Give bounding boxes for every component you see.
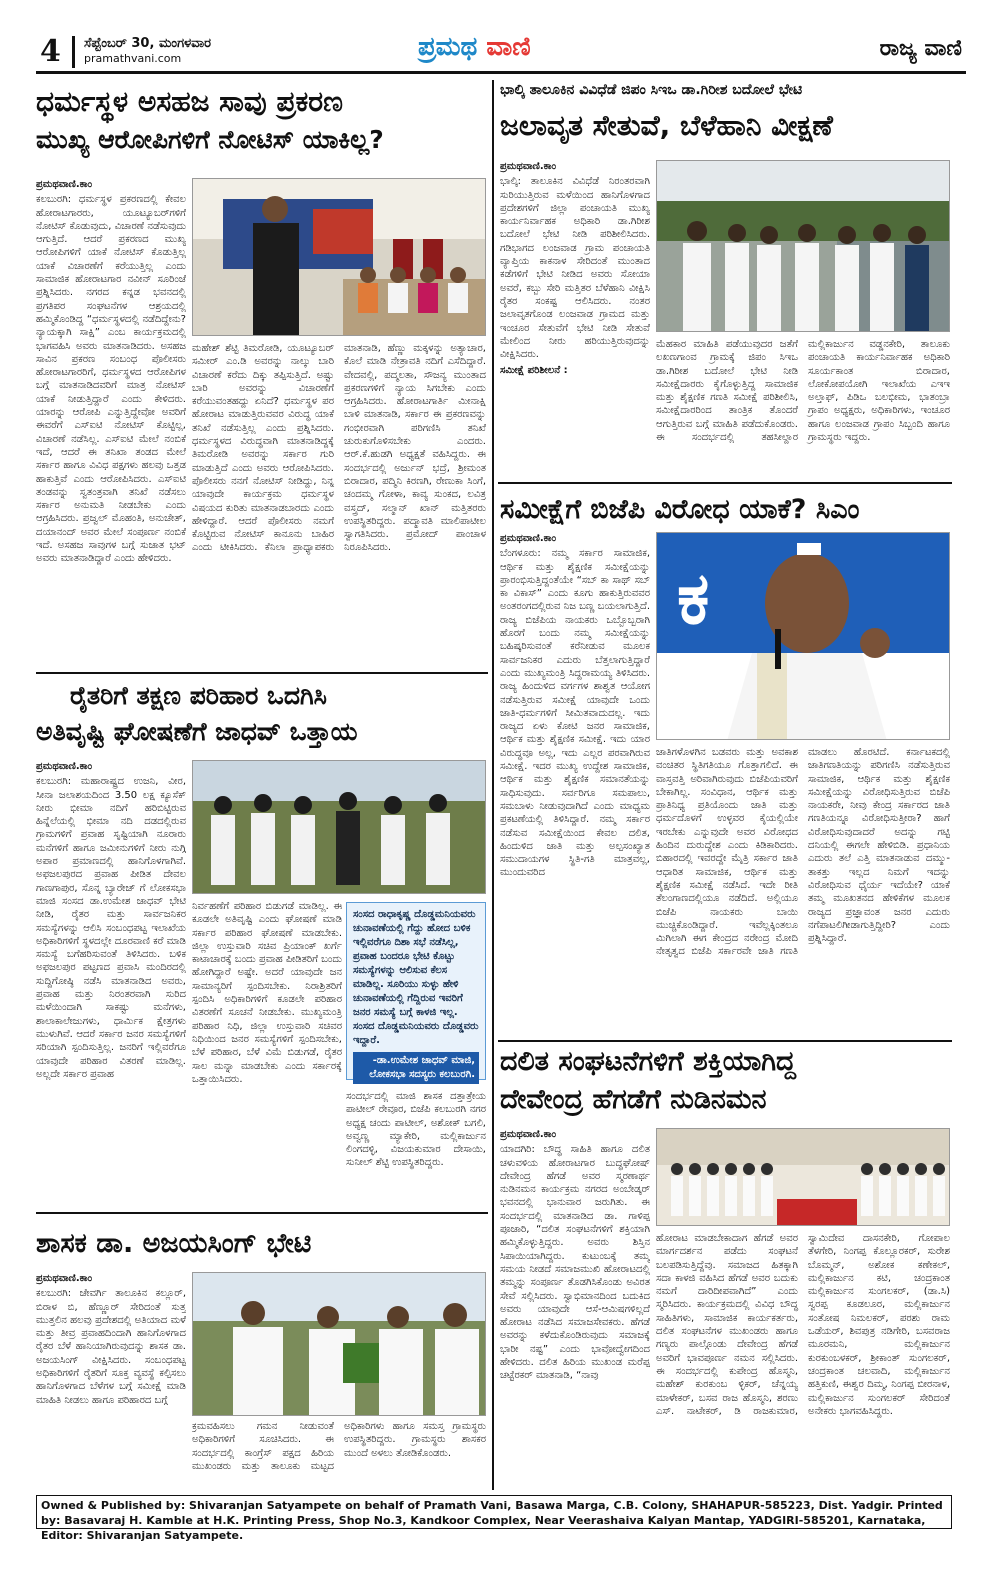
survey-body-1: [500, 532, 650, 1032]
farmers-headline-1: ರೈತರಿಗೆ ತಕ್ಷಣ ಪರಿಹಾರ ಒದಗಿಸಿ: [70, 681, 327, 710]
chief-minister-speaking-image: [657, 533, 950, 740]
svg-text:ಕ: ಕ: [677, 556, 710, 640]
dateline: ಪ್ರಮಥವಾಣಿ.ಕಾಂ: [36, 179, 93, 190]
crop-damage-image: [193, 1273, 486, 1416]
flooded-bridge-image: [657, 161, 950, 332]
dharmasthala-headline-2: ಮುಖ್ಯ ಆರೋಪಿಗಳಿಗೆ ನೋಟಿಸ್ ಯಾಕಿಲ್ಲ?: [36, 125, 384, 154]
ajay-body-1: [36, 1272, 186, 1488]
dharmasthala-body-2: ಮಹೇಶ್ ಶೆಟ್ಟಿ ತಿಮರೋಡಿ, ಯೂಟ್ಯೂಬರ್ ಸಮೀರ್ ಎಂ.ಡಿ ಅವರನ್ನು ನಾಲ್ಕು ಬಾರಿ ವಿಚಾರಣೆ ಕರೆದು ದಿಕ್ಕು ತಪ್ಪಿಸುತ್ತಿದೆ. ಅಷ್ಟು ಬಾರಿ ಅವರನ್ನು ವಿಚಾರಣೆಗೆ ಕರೆಯುವಂತಹದ್ದು ಏನಿದೆ? ಧರ್ಮಸ್ಥಳ ಪರ ಹೋರಾಟ ಮಾಡುತ್ತಿರುವವರ ವಿರುದ್ಧ ಯಾಕೆ ತನಿಖೆ ನಡೆಸುತ್ತಿಲ್ಲ ಎಂದು ಪ್ರಶ್ನಿಸಿದರು. ಧರ್ಮಸ್ಥಳದ ವಿರುದ್ಧವಾಗಿ ಮಾತನಾಡಿದ್ದಕ್ಕೆ ತಿಮರೋಡಿ ಅವರನ್ನು ಸರ್ಕಾರ ಗುರಿ ಮಾಡುತ್ತಿದೆ ಎಂದು ಅವರು ಆರೋಪಿಸಿದರು. ಪೊಲೀಸರು ನನಗೆ ನೋಟಿಸ್ ನೀಡಿದ್ದು, ನಿನ್ನ ಯಾವುದೇ ಕಾರ್ಯಕ್ರಮ ಧರ್ಮಸ್ಥಳ ವಿಷಯದ ಕುರಿತು ಮಾತನಾಡಬಾರದು ಎಂದು ಹೇಳಿದ್ದಾರೆ. ಆದರೆ ಪೊಲೀಸರು ನಮಗೆ ಕೊಟ್ಟಿರುವ ನೋಟಿಸ್ ಕಾನೂನು ಬಾಹಿರ ಎಂದು ಟೀಕಿಸಿದರು. ಕೆನಿಲಾ ಪ್ರಾಧ್ಯಾಪಕರು ಮಾತನಾಡಿ, ಹೆಣ್ಣು ಮಕ್ಕಳನ್ನು ಅತ್ಯಾಚಾರ, ಕೊಲೆ ಮಾಡಿ ನೇತ್ರಾವತಿ ನದಿಗೆ ಎಸೆದಿದ್ದಾರೆ. ವೇದವಲ್ಲಿ, ಪದ್ಮಲತಾ, ಸೌಜನ್ಯ ಮುಂತಾದ ಪ್ರಕರಣಗಳಿಗೆ ನ್ಯಾಯ ಸಿಗಬೇಕು ಎಂದು ಆಗ್ರಹಿಸಿದರು. ಹೋರಾಟಗಾರ್ತಿ ಮೀನಾಕ್ಷಿ ಬಾಳಿ ಮಾತನಾಡಿ, ಸರ್ಕಾರ ಈ ಪ್ರಕರಣವನ್ನು ಗಂಭೀರವಾಗಿ ಪರಿಗಣಿಸಿ ತನಿಖೆ ಚುರುಕುಗೊಳಿಸಬೇಕು ಎಂದರು. ಆರ್.ಕೆ.ಹುಡಗಿ ಅಧ್ಯಕ್ಷತೆ ವಹಿಸಿದ್ದರು. ಈ ಸಂದರ್ಭದಲ್ಲಿ ಅರ್ಜುನ್ ಭದ್ರೆ, ಶ್ರೀಮಂತ ಬಿರಾದಾರ, ಪದ್ಮಿನಿ ಕಿರಣಗಿ, ರೇಣುಕಾ ಸಿಂಗೆ, ಚಂದಮ್ಮ ಗೋಳಾ, ಕಾವ್ಯ ಸುಂಕದ, ಲವಿತ್ರ ವಸ್ತ್ರದ್, ಸಲ್ಮಾನ್ ಖಾನ್ ಮತ್ತಿತರರು ಉಪಸ್ಥಿತರಿದ್ದರು. ಪದ್ಮಾವತಿ ಮಾಲಿಪಾಟೀಲ ಸ್ವಾಗತಿಸಿದರು. ಪ್ರಮೋದ್ ಪಾಂಚಾಳ ನಿರೂಪಿಸಿದರು.: [192, 343, 486, 554]
field-inspection-image: [193, 761, 486, 894]
dateline: ಪ್ರಮಥವಾಣಿ.ಕಾಂ: [500, 161, 557, 172]
bridge-body-1: [500, 160, 650, 470]
farmers-headline-2: ಅತಿವೃಷ್ಟಿ ಘೋಷಣೆಗೆ ಜಾಧವ್ ಒತ್ತಾಯ: [36, 717, 358, 746]
bridge-photo: [656, 160, 950, 332]
website-link[interactable]: pramathvani.com: [84, 52, 182, 65]
dateline: ಪ್ರಮಥವಾಣಿ.ಕಾಂ: [36, 1273, 93, 1284]
bridge-headline: ಜಲಾವೃತ ಸೇತುವೆ, ಬೆಳೆಹಾನಿ ವೀಕ್ಷಣೆ: [500, 109, 833, 142]
section-title: ರಾಜ್ಯ ವಾಣಿ: [879, 36, 962, 61]
dateline: ಪ್ರಮಥವಾಣಿ.ಕಾಂ: [500, 1129, 557, 1140]
heggade-headline-1: ದಲಿತ ಸಂಘಟನೆಗಳಿಗೆ ಶಕ್ತಿಯಾಗಿದ್ದ: [500, 1046, 796, 1077]
quote-attribution: -ಡಾ.ಉಮೇಶ ಜಾಧವ್ ಮಾಜಿ, ಲೋಕಸಭಾ ಸದಸ್ಯರು ಕಲಬುರಗಿ.: [353, 1052, 479, 1084]
article-text: ಕಲಬುರಗಿ: ಧರ್ಮಸ್ಥಳ ಪ್ರಕರಣದಲ್ಲಿ ಕೇವಲ ಹೋರಾಟಗಾರರು, ಯೂಟ್ಯೂಬರ್‌ಗಳಿಗೆ ನೋಟಿಸ್ ಕೊಡುವುದು, ವಿಚಾರಣೆ ನಡೆಸುವುದು ಆಗುತ್ತಿದೆ. ಆದರೆ ಪ್ರಕರಣದ ಮುಖ್ಯ ಆರೋಪಿಗಳಿಗೆ ಯಾಕೆ ನೋಟಿಸ್ ಕೊಡುತ್ತಿಲ್ಲ ಯಾಕೆ ವಿಚಾರಣೆಗೆ ಕರೆಯುತ್ತಿಲ್ಲ ಎಂದು ಸಾಮಾಜಿಕ ಹೋರಾಟಗಾರ ನವೀನ್ ಸೂರಿಂಜೆ ಪ್ರಶ್ನಿಸಿದರು. ನಗರದ ಕನ್ನಡ ಭವನದಲ್ಲಿ ಪ್ರಗತಿಪರ ಸಂಘಟನೆಗಳ ಆಶ್ರಯದಲ್ಲಿ ಹಮ್ಮಿಕೊಂಡಿದ್ದ “ಧರ್ಮಸ್ಥಳದಲ್ಲಿ ನಡೆದಿದ್ದೇನು? ನ್ಯಾಯಕ್ಕಾಗಿ ಸಾಕ್ಷಿ” ಎಂಬ ಕಾರ್ಯಕ್ರಮದಲ್ಲಿ ಭಾಗವಹಿಸಿ ಅವರು ಮಾತನಾಡಿದರು. ಅಸಹಜ ಸಾವಿನ ಪ್ರಕರಣ ಸಂಬಂಧ ಪೊಲೀಸರು ಹೋರಾಟಗಾರರಿಗೆ, ಧರ್ಮಸ್ಥಳದ ಆರೋಪಿಗಳ ಬಗ್ಗೆ ಮಾತನಾಡಿದವರಿಗೆ ಮಾತ್ರ ನೋಟಿಸ್ ಯಾಕೆ ನೀಡುತ್ತಿದ್ದಾರೆ ಎಂದು ಕೇಳಿದರು. ಯಾರನ್ನು ಆರೋಪಿ ಎನ್ನುತ್ತಿದ್ದೇವೋ ಅವರಿಗೆ ಈವರೆಗೆ ಎಸ್‌ಐಟಿ ನೋಟಿಸ್ ಕೊಟ್ಟಿಲ್ಲ, ವಿಚಾರಣೆ ನಡೆಸಿಲ್ಲ. ಎಸ್‌ಐಟಿ ಮೇಲೆ ನಂಬಿಕೆ ಇದೆ, ಆದರೆ ಈ ತನಿಖಾ ತಂಡದ ಮೇಲೆ ಸರ್ಕಾರ ಹಾಗೂ ವಿವಿಧ ಪಕ್ಷಗಳು ಹಲವು ಒತ್ತಡ ಹಾಕುತ್ತಿವೆ ಎಂದು ಆರೋಪಿಸಿದರು. ಎಸ್‌ಐಟಿ ತಂಡವನ್ನು ಸ್ವತಂತ್ರವಾಗಿ ತನಿಖೆ ನಡೆಸಲು ಸರ್ಕಾರ ಅನುಮತಿ ನೀಡಬೇಕು ಎಂದು ಆಗ್ರಹಿಸಿದರು. ಪ್ರಜ್ವಲ್ ಮೊಹಂತಿ, ಅನುಚೇತ್, ದಯಾನಂದ್ ಅವರ ಮೇಲೆ ಸಂಪೂರ್ಣ ನಂಬಿಕೆ ಇದೆ. ಅಸಹಜ ಸಾವುಗಳ ಬಗ್ಗೆ ಸುಜಾತ ಭಟ್ ಅವರು ಮಾತನಾಡಿದ್ದಾರೆ ಎಂದು ಹೇಳಿದರು.: [36, 194, 186, 565]
survey-headline: ಸಮೀಕ್ಷೆಗೆ ಬಿಜೆಪಿ ವಿರೋಧ ಯಾಕೆ? ಸಿಎಂ: [500, 494, 860, 525]
article-separator: [36, 1212, 488, 1214]
farmers-body-3: ಸಂದರ್ಭದಲ್ಲಿ ಮಾಜಿ ಶಾಸಕ ದತ್ತಾತ್ರೇಯ ಪಾಟೀಲ್ ರೇವೂರ, ಬಿಜೆಪಿ ಕಲಬುರಗಿ ನಗರ ಅಧ್ಯಕ್ಷ ಚಂದು ಪಾಟೀಲ್, ಅಶೋಕ್ ಬಗಲಿ, ಅವ್ವಣ್ಣ ಮ್ಯಾಕೇರಿ, ಮಲ್ಲಿಕಾರ್ಜುನ ಲಿಂಗದಳ್ಳಿ, ವಿಜಯಕುಮಾರ ದೇಸಾಯಿ, ಸುನೀಲ್ ಶೆಟ್ಟಿ ಉಪಸ್ಥಿತರಿದ್ದರು.: [346, 1091, 486, 1169]
masthead-logo: [418, 32, 531, 63]
tribute-gathering-image: [657, 1129, 950, 1226]
column-divider: [492, 80, 494, 1490]
article-text: ಬೆಂಗಳೂರು: ನಮ್ಮ ಸರ್ಕಾರ ಸಾಮಾಜಿಕ, ಆರ್ಥಿಕ ಮತ್ತು ಶೈಕ್ಷಣಿಕ ಸಮೀಕ್ಷೆಯನ್ನು ಪ್ರಾರಂಭಿಸುತ್ತಿದ್ದಂತೆಯೇ “ಸಬ್ ಕಾ ಸಾಥ್ ಸಬ್ ಕಾ ವಿಕಾಸ್” ಎಂದು ಕೂಗು ಹಾಕುತ್ತಿರುವವರ ಅಂತರಂಗದಲ್ಲಿರುವ ನಿಜ ಬಣ್ಣ ಬಯಲಾಗುತ್ತಿದೆ. ರಾಜ್ಯ ಬಿಜೆಪಿಯ ನಾಯಕರು ಒಬ್ಬೊಬ್ಬರಾಗಿ ಹೊರಗೆ ಬಂದು ನಮ್ಮ ಸಮೀಕ್ಷೆಯನ್ನು ಬಹಿಷ್ಕರಿಸುವಂತೆ ಕರೆನೀಡುವ ಮೂಲಕ ಸಾರ್ವಜನಿಕರ ಎದುರು ಬೆತ್ತಲಾಗುತ್ತಿದ್ದಾರೆ ಎಂದು ಮುಖ್ಯಮಂತ್ರಿ ಸಿದ್ದರಾಮಯ್ಯ ತಿಳಿಸಿದರು. ರಾಜ್ಯ ಹಿಂದುಳಿದ ವರ್ಗಗಳ ಶಾಶ್ವತ ಆಯೋಗ ನಡೆಸುತ್ತಿರುವ ಸಮೀಕ್ಷೆ ಯಾವುದೇ ಒಂದು ಜಾತಿ-ಧರ್ಮಗಳಿಗೆ ಸೀಮಿತವಾದುದಲ್ಲ. ಇದು ರಾಜ್ಯದ ಏಳು ಕೋಟಿ ಜನರ ಸಾಮಾಜಿಕ, ಆರ್ಥಿಕ ಮತ್ತು ಶೈಕ್ಷಣಿಕ ಸಮೀಕ್ಷೆ. ಇದು ಯಾರ ವಿರುದ್ಧವೂ ಅಲ್ಲ, ಇದು ಎಲ್ಲರ ಪರವಾಗಿರುವ ಸಮೀಕ್ಷೆ. ಇದರ ಮುಖ್ಯ ಉದ್ದೇಶ ಸಾಮಾಜಿಕ, ಆರ್ಥಿಕ ಮತ್ತು ಶೈಕ್ಷಣಿಕ ಸಮಾನತೆಯನ್ನು ಸಾಧಿಸುವುದು. ಸರ್ವರಿಗೂ ಸಮಪಾಲು, ಸಮಬಾಳು ನೀಡುವುದಾಗಿದೆ ಎಂದು ಮಾಧ್ಯಮ ಪ್ರಕಟಣೆಯಲ್ಲಿ ತಿಳಿಸಿದ್ದಾರೆ. ನಮ್ಮ ಸರ್ಕಾರ ನಡೆಸುವ ಸಮೀಕ್ಷೆಯಿಂದ ಕೇವಲ ದಲಿತ, ಹಿಂದುಳಿದ ಜಾತಿ ಮತ್ತು ಅಲ್ಪಸಂಖ್ಯಾತ ಸಮುದಾಯಗಳ ಸ್ಥಿತಿ-ಗತಿ ಮಾತ್ರವಲ್ಲ, ಮುಂದುವರಿದ: [500, 548, 650, 879]
heggade-headline-2: ದೇವೇಂದ್ರ ಹೆಗಡೆಗೆ ನುಡಿನಮನ: [500, 1084, 767, 1115]
article-text: ಯಾದಗಿರಿ: ಬೌದ್ಧ ಸಾಹಿತಿ ಹಾಗೂ ದಲಿತ ಚಳುವಳಿಯ ಹೋರಾಟಗಾರ ಬುದ್ಧಘೋಷ್ ದೇವೇಂದ್ರ ಹೆಗಡೆ ಅವರ ಸ್ಮರಣಾರ್ಥ ನುಡಿನಮನ ಕಾರ್ಯಕ್ರಮ ನಗರದ ಅಂಬೇಡ್ಕರ್ ಭವನದಲ್ಲಿ ಭಾನುವಾರ ಜರುಗಿತು. ಈ ಸಂದರ್ಭದಲ್ಲಿ ಮಾತನಾಡಿದ ಡಾ. ಗಾಳಿಪ್ಪ ಪೂಜಾರಿ, “ದಲಿತ ಸಂಘಟನೆಗಳಿಗೆ ಶಕ್ತಿಯಾಗಿ ಹಮ್ಮಿಕೊಳ್ಳುತ್ತಿದ್ದರು. ಅವರು ಶಿಸ್ತಿನ ಸಿಪಾಯಿಯಾಗಿದ್ದರು. ಕುಟುಂಬಕ್ಕೆ ತಮ್ಮ ಸಮಯ ನೀಡದೆ ಸಮಾಜಮುಖಿ ಹೋರಾಟದಲ್ಲಿ ತಮ್ಮನ್ನು ಸಂಪೂರ್ಣ ತೊಡಗಿಸಿಕೊಂಡು ಅವಿರತ ಸೇವೆ ಸಲ್ಲಿಸಿದರು. ಸ್ವಾಭಿಮಾನದಿಂದ ಬದುಕಿದ ಅವರು ಯಾವುದೇ ಆಸೆ-ಆಮಿಷಗಳಿಲ್ಲದೆ ಹೋರಾಟ ನಡೆಸಿದ ಸಮಾಜಸೇವಕರು. ಹೆಗಡೆ ಅವರನ್ನು ಕಳೆದುಕೊಂಡಿರುವುದು ಸಮಾಜಕ್ಕೆ ಭಾರೀ ನಷ್ಟ” ಎಂದು ಭಾವೋದ್ವೇಗದಿಂದ ಹೇಳಿದರು. ದಲಿತ ಹಿರಿಯ ಮುಖಂಡ ಮರೆಪ್ಪ ಚಟ್ಟೆರಕರ್ ಮಾತನಾಡಿ, “ನಾವು: [500, 1144, 650, 1382]
heggade-body-1: [500, 1128, 650, 1488]
article-separator: [498, 482, 952, 484]
survey-body-2: ಜಾತಿಗಳೊಳಗಿನ ಬಡವರು ಮತ್ತು ಅವಕಾಶ ವಂಚಿತರ ಸ್ಥಿತಿಗತಿಯೂ ಗೊತ್ತಾಗಲಿದೆ. ಈ ವಾಸ್ತವತ್ತಿ ಅರಿವಾಗಿರುವುದು ಬಿಜೆಪಿಯವರಿಗೆ ಬೇಕಾಗಿಲ್ಲ. ಸಂವಿಧಾನ, ಆರ್ಥಿಕ ಮತ್ತು ಪ್ರಾತಿನಿಧ್ಯ ಪ್ರತಿಯೊಂದು ಜಾತಿ ಮತ್ತು ಧರ್ಮದೊಳಗೆ ಉಳ್ಳವರ ಕೈಯಲ್ಲಿಯೇ ಇರಬೇಕು ಎನ್ನುವುದೇ ಅವರ ವಿರೋಧದ ಹಿಂದಿನ ದುರುದ್ದೇಶ ಎಂದು ಕಿಡಿಕಾರಿದರು. ಬಿಹಾರದಲ್ಲಿ ಇವರದ್ದೇ ಮೈತ್ರಿ ಸರ್ಕಾರ ಜಾತಿ ಆಧಾರಿತ ಸಾಮಾಜಿಕ, ಆರ್ಥಿಕ ಮತ್ತು ಶೈಕ್ಷಣಿಕ ಸಮೀಕ್ಷೆ ನಡೆಸಿದೆ. ಇದೇ ರೀತಿ ತೆಲಂಗಾಣದಲ್ಲಿಯೂ ನಡೆದಿದೆ. ಅಲ್ಲಿಯೂ ಬಿಜೆಪಿ ನಾಯಕರು ಬಾಯಿ ಮುಚ್ಚಿಕೊಂಡಿದ್ದಾರೆ. ಇವೆಲ್ಲಕ್ಕಿಂತಲೂ ಮಿಗಿಲಾಗಿ ಈಗ ಕೇಂದ್ರದ ನರೇಂದ್ರ ಮೋದಿ ನೇತೃತ್ವದ ಬಿಜೆಪಿ ಸರ್ಕಾರವೇ ಜಾತಿ ಗಣತಿ ಮಾಡಲು ಹೊರಟಿದೆ. ಕರ್ನಾಟಕದಲ್ಲಿ ಜಾತಿಗಣತಿಯನ್ನು ಪರಿಗಣಿಸಿ ನಡೆಸುತ್ತಿರುವ ಸಾಮಾಜಿಕ, ಆರ್ಥಿಕ ಮತ್ತು ಶೈಕ್ಷಣಿಕ ಸಮೀಕ್ಷೆಯನ್ನು ವಿರೋಧಿಸುತ್ತಿರುವ ಬಿಜೆಪಿ ನಾಯಕರೇ, ನೀವು ಕೇಂದ್ರ ಸರ್ಕಾರದ ಜಾತಿ ಗಣತಿಯನ್ನೂ ವಿರೋಧಿಸುತ್ತೀರಾ? ಹಾಗೆ ವಿರೋಧಿಸುವುದಾದರೆ ಅದನ್ನು ಗಟ್ಟಿ ದನಿಯಲ್ಲಿ ಈಗಲೇ ಹೇಳಿಬಿಡಿ. ಪ್ರಧಾನಿಯ ಎದುರು ತಲೆ ಎತ್ತಿ ಮಾತನಾಡುವ ದಮ್ಮು-ತಾಕತ್ತು ಇಲ್ಲದ ನಿಮಗೆ ಇದನ್ನು ವಿರೋಧಿಸುವ ಧೈರ್ಯ ಇದೆಯೇ? ಯಾಕೆ ತಮ್ಮ ಮೂಖತನದ ಹೇಳಿಕೆಗಳ ಮೂಲಕ ರಾಜ್ಯದ ಪ್ರಜ್ಞಾವಂತ ಜನರ ಎದುರು ನಗೆಪಾಟಲಿಗೀಡಾಗುತ್ತಿದ್ದೀರಿ? ಎಂದು ಪ್ರಶ್ನಿಸಿದ್ದಾರೆ.: [656, 747, 950, 958]
farmers-quote-box: [346, 902, 486, 1080]
speaker-at-podium-image: [193, 179, 486, 336]
heggade-body-2: ಹೋರಾಟ ಮಾಡಬೇಕಾದಾಗ ಹೆಗಡೆ ಅವರ ಮಾರ್ಗದರ್ಶನ ಪಡೆದು ಸಂಘಟನೆ ಬಲಪಡಿಸುತ್ತಿದ್ದೆವು. ಸಮಾಜದ ಹಿತಕ್ಕಾಗಿ ಸದಾ ಕಾಳಜಿ ವಹಿಸಿದ ಹೆಗಡೆ ಅವರ ಬದುಕು ನಮಗೆ ದಾರಿದೀಪವಾಗಿದೆ” ಎಂದು ಸ್ಮರಿಸಿದರು. ಕಾರ್ಯಕ್ರಮದಲ್ಲಿ ವಿವಿಧ ಬೌದ್ಧ ಸಾಹಿತಿಗಳು, ಸಾಮಾಜಿಕ ಕಾರ್ಯಕರ್ತರು, ದಲಿತ ಸಂಘಟನೆಗಳ ಮುಖಂಡರು ಹಾಗೂ ಗಣ್ಯರು ಪಾಲ್ಗೊಂಡು ದೇವೇಂದ್ರ ಹೆಗಡೆ ಅವರಿಗೆ ಭಾವಪೂರ್ಣ ನಮನ ಸಲ್ಲಿಸಿದರು. ಈ ಸಂದರ್ಭದಲ್ಲಿ ಕುಪೇಂದ್ರ ಹೊಸ್ಮನಿ, ಮಹೇಶ್ ಕುರಕುಂಬ ಳ್ಳಿಕರ್, ಚೆನ್ನಯ್ಯ ಮಾಳೇಕರ್, ಬಸವ ರಾಜ ಹೊಸ್ಮನಿ, ಶರಣು ಎಸ್. ನಾಟೇಕರ್, ಡಿ ರಾಜಕುಮಾರ, ಸ್ವಾಮಿದೇವ ದಾಸನಕೇರಿ, ಗೋಪಾಲ ತೆಳಗೇರಿ, ನಿಂಗಪ್ಪ ಕೊಲ್ಲೂರಕರ್, ಸುರೇಶ ಬೊಮ್ಮನ್, ಅಶೋಕ ಕಣೇಕಲ್, ಮಲ್ಲಿಕಾರ್ಜುನ ಕಟಿ, ಚಂದ್ರಕಾಂತ ಮಲ್ಲಿಕಾರ್ಜುನ ಸುಂಗಲಕರ್, (ಡಾ.ಸಿ) ಸ್ವರಪ್ಪ ಕೂಡಲೂರ, ಮಲ್ಲಿಕಾರ್ಜುನ ಸಂತೋಷ ನಿಮಲಕರ್, ಪರಶು ರಾಮ ಒಡೆಯರ್, ಶಿವಪುತ್ರ ನಡಿಗೇರಿ, ಬಸವರಾಜ ಮೂರಮನಿ, ಮಲ್ಲಿಕಾರ್ಜುನ ಕುರಕುಂಬಳಕರ್, ಶ್ರೀಕಾಂತ್ ಸುಂಗಲಕರ್, ಚಂದ್ರಕಾಂತ ಚಲವಾದಿ, ಮಲ್ಲಿಕಾರ್ಜುನ ಹತ್ತಿಕುಣಿ, ಈಶ್ವರ ದಿಮ್ಮ, ನಿಂಗಪ್ಪ ಬೀರನಾಳ, ಮಲ್ಲಿಕಾರ್ಜುನ ಸುಂಗಲಕರ್ ಸೇರಿದಂತೆ ಅನೇಕರು ಭಾಗವಹಿಸಿದ್ದರು.: [656, 1233, 950, 1417]
article-separator: [36, 672, 488, 674]
bridge-body-3: [500, 458, 650, 472]
masthead-part1: ಪ್ರಮಥ: [418, 32, 478, 62]
quote-text: ಸಂಸದ ರಾಧಾಕೃಷ್ಣ ದೊಡ್ಡಮನಿಯವರು ಚುನಾವಣೆಯಲ್ಲಿ ಗೆದ್ದು ಹೋದ ಬಳಿಕ ಇಲ್ಲಿವರೆಗೂ ದಿಶಾ ಸಭೆ ನಡೆಸಿಲ್ಲ, ಪ್ರವಾಹ ಬಂದರೂ ಭೇಟಿ ಕೊಟ್ಟು ಸಮಸ್ಯೆಗಳನ್ನು ಆಲಿಸುವ ಕೆಲಸ ಮಾಡಿಲ್ಲ. ಸೂರಿಯು ಸುಳ್ಳು ಹೇಳಿ ಚುನಾವಣೆಯಲ್ಲಿ ಗೆದ್ದಿರುವ ಇವರಿಗೆ ಜನರ ಸಮಸ್ಯೆ ಬಗ್ಗೆ ಕಾಳಜಿ ಇಲ್ಲ. ಸಂಸದ ದೊಡ್ಡಮನಿಯವರು ದೊಡ್ಡವರು ಇದ್ದಾರೆ.: [353, 909, 479, 1046]
dateline: ಪ್ರಮಥವಾಣಿ.ಕಾಂ: [500, 533, 557, 544]
ajay-headline: ಶಾಸಕ ಡಾ. ಅಜಯಸಿಂಗ್ ಭೇಟಿ: [36, 1228, 312, 1259]
imprint-footer: Owned & Published by: Shivaranjan Satyampete on behalf of Pramath Vani, Basawa Marga, C.B. Colony, SHAHAPUR-585223, Dist. Yadgir. Printed by: Basavaraj H. Kamble at H.K. Printing Press, Shop No.3, Kandkoor Complex, Near Veerashaiva Kalyan Mantap, YADGIRI-585201, Karnataka, Editor: Shivaranjan Satyampete.: [36, 1495, 952, 1529]
dharmasthala-body-1: [36, 178, 186, 664]
survey-photo: [656, 532, 950, 740]
issue-date: ಸೆಪ್ಟೆಂಬರ್ 30, ಮಂಗಳವಾರ: [84, 36, 211, 51]
dharmasthala-photo: [192, 178, 486, 336]
page-header: [36, 30, 966, 74]
article-text: ಕಲಬುರಗಿ: ಮಹಾರಾಷ್ಟ್ರದ ಉಜನಿ, ವೀರ, ಸೀನಾ ಜಲಾಶಯದಿಂದ 3.50 ಲಕ್ಷ ಕ್ಯೂಸೆಕ್ ನೀರು ಭೀಮಾ ನದಿಗೆ ಹರಿಬಿಟ್ಟಿರುವ ಹಿನ್ನೆಲೆಯಲ್ಲಿ ಭೀಮಾ ನದಿ ದಡದಲ್ಲಿರುವ ಗ್ರಾಮಗಳಿಗೆ ಪ್ರವಾಹ ಸೃಷ್ಟಿಯಾಗಿ ನೂರಾರು ಮನೆಗಳಿಗೆ ಹಾಗೂ ಜಮೀನುಗಳಿಗೆ ನೀರು ನುಗ್ಗಿ ಅಪಾರ ಪ್ರಮಾಣದಲ್ಲಿ ಹಾನಿಗೊಳಗಾಗಿವೆ. ಅಫಜಲಪುರದ ಪ್ರವಾಹ ಪೀಡಿತ ದೇವಲ ಗಾಣಗಾಪುರ, ಸೊನ್ನ ಬ್ಯಾರೇಜ್ ಗೆ ಲೋಕಸಭಾ ಮಾಜಿ ಸಂಸದ ಡಾ.ಉಮೇಶ ಜಾಧವ್ ಭೇಟಿ ನೀಡಿ, ರೈತರ ಮತ್ತು ಸಾರ್ವಜನಿಕರ ಸಮಸ್ಯೆಗಳನ್ನು ಆಲಿಸಿ ಸಂಬಂಧಪಟ್ಟ ಇಲಾಖೆಯ ಅಧಿಕಾರಿಗಳಿಗೆ ಸ್ಥಳದಲ್ಲೇ ದೂರವಾಣಿ ಕರೆ ಮಾಡಿ ಸಮಸ್ಯೆ ಬಗೆಹರಿಸುವಂತೆ ತಿಳಿಸಿದರು. ಬಳಿಕ ಅಫಜಲಪುರ ಪಟ್ಟಣದ ಪ್ರವಾಸಿ ಮಂದಿರದಲ್ಲಿ ಸುದ್ದಿಗೋಷ್ಠಿ ನಡೆಸಿ ಮಾತನಾಡಿದ ಅವರು, ಪ್ರವಾಹ ಮತ್ತು ನಿರಂತರವಾಗಿ ಸುರಿದ ಮಳೆಯಿಂದಾಗಿ ಸಾಕಷ್ಟು ಮನೆಗಳು, ಶಾಲಾಕಾಲೇಜುಗಳು, ಧಾರ್ಮಿಕ ಕ್ಷೇತ್ರಗಳು ಮುಳುಗಿವೆ. ಆದರೆ ಸರ್ಕಾರ ಜನರ ಸಮಸ್ಯೆಗಳಿಗೆ ಸರಿಯಾಗಿ ಸ್ಪಂದಿಸುತ್ತಿಲ್ಲ. ಜನರಿಗೆ ಇಲ್ಲಿವರೆಗೂ ಯಾವುದೇ ಪರಿಹಾರ ವಿತರಣೆ ಮಾಡಿಲ್ಲ. ಅಲ್ಲದೇ ಸರ್ಕಾರ ಪ್ರವಾಹ: [36, 776, 186, 1080]
bridge-kicker: ಭಾಲ್ಕಿ ತಾಲೂಕಿನ ವಿವಿಧೆಡೆ ಜಿಪಂ ಸಿಇಒ ಡಾ.ಗಿರೀಶ ಬದೋಲೆ ಭೇಟಿ: [500, 82, 803, 98]
farmers-photo: [192, 760, 486, 894]
farmers-body-1: [36, 760, 186, 1202]
article-text: ಭಾಲ್ಕಿ: ತಾಲೂಕಿನ ವಿವಿಧೆಡೆ ನಿರಂತರವಾಗಿ ಸುರಿಯುತ್ತಿರುವ ಮಳೆಯಿಂದ ಹಾನಿಗೊಳಗಾದ ಪ್ರದೇಶಗಳಿಗೆ ಜಿಲ್ಲಾ ಪಂಚಾಯತಿ ಮುಖ್ಯ ಕಾರ್ಯನಿರ್ವಾಹಕ ಅಧಿಕಾರಿ ಡಾ.ಗಿರೀಶ ಬದೋಲೆ ಭೇಟಿ ನೀಡಿ ಪರಿಶೀಲಿಸಿದರು. ಗಡಿಭಾಗದ ಲಂಜವಾಡ ಗ್ರಾಮ ಪಂಚಾಯತಿ ವ್ಯಾಪ್ತಿಯ ಕಾಕನಾಳ ಸೇರಿದಂತೆ ಮುಂತಾದ ಕಡೆಗಳಿಗೆ ಭೇಟಿ ನೀಡಿದ ಅವರು ಸೋಯಾ ಅವರೆ, ಕಬ್ಬು ಸೇರಿ ಮತ್ತಿತರ ಬೆಳೆಹಾನಿ ವೀಕ್ಷಿಸಿ ರೈತರ ಸಂಕಷ್ಟ ಆಲಿಸಿದರು. ನಂತರ ಜಲಾವೃತಗೊಂಡ ಲಂಜವಾಡ ಗ್ರಾಮದ ಮತ್ತು ಇಂಚೂರ ಸೇತುವೆಗೆ ಭೇಟಿ ನೀಡಿ ಸೇತುವೆ ಮೇಲಿಂದ ನೀರು ಹರಿಯುತ್ತಿರುವುದನ್ನು ವೀಕ್ಷಿಸಿದರು.: [500, 176, 650, 361]
bridge-body-2: ಮೆಹಕಾರ ಮಾಹಿತಿ ಪಡೆಯುವುದರ ಜತೆಗೆ ಲಖಣಗಾಂವ ಗ್ರಾಮಕ್ಕೆ ಜಿಪಂ ಸಿಇಒ ಡಾ.ಗಿರೀಶ ಬದೋಲೆ ಭೇಟಿ ನೀಡಿ ಸಮೀಕ್ಷೆದಾರರು ಕೈಗೊಳ್ಳುತ್ತಿದ್ದ ಸಾಮಾಜಿಕ ಮತ್ತು ಶೈಕ್ಷಣಿಕ ಗಣತಿ ಸಮೀಕ್ಷೆ ಪರಿಶೀಲಿಸಿ, ಸಮೀಕ್ಷೆದಾರರಿಂದ ತಾಂತ್ರಿಕ ತೊಂದರೆ ಆಗುತ್ತಿರುವ ಬಗ್ಗೆ ಮಾಹಿತಿ ಪಡೆದುಕೊಂಡರು. ಈ ಸಂದರ್ಭದಲ್ಲಿ ತಹಸೀಲ್ದಾರ ಮಲ್ಲಿಕಾರ್ಜುನ ವಡ್ಡನಕೇರಿ, ತಾಲೂಕು ಪಂಚಾಯತಿ ಕಾರ್ಯನಿರ್ವಾಹಕ ಅಧಿಕಾರಿ ಸೂರ್ಯಕಾಂತ ಬಿರಾದಾರ, ಲೋಕೋಪಯೋಗಿ ಇಲಾಖೆಯ ಎಇಇ ಅಲ್ತಾಫ್, ಪಿಡಿಒ ಬಲಭೀಮ, ಭಾತಂಬ್ರಾ ಗ್ರಾಪಂ ಅಧ್ಯಕ್ಷರು, ಅಧಿಕಾರಿಗಳು, ಇಂಚೂರ ಹಾಗೂ ಲಂಜವಾಡ ಗ್ರಾಪಂ ಸಿಬ್ಬಂದಿ ಹಾಗೂ ಗ್ರಾಮಸ್ಥರು ಇದ್ದರು.: [656, 339, 950, 444]
farmers-body-2: ನಿರ್ವಹಣೆಗೆ ಪರಿಹಾರ ಬಿಡುಗಡೆ ಮಾಡಿಲ್ಲ. ಈ ಕೂಡಲೇ ಅತಿವೃಷ್ಟಿ ಎಂದು ಘೋಷಣೆ ಮಾಡಿ ಸರ್ಕಾರ ಪರಿಹಾರ ಘೋಷಣೆ ಮಾಡಬೇಕು. ಜಿಲ್ಲಾ ಉಸ್ತುವಾರಿ ಸಚಿವ ಪ್ರಿಯಾಂಕ್ ಖರ್ಗೆ ಕಾಟಾಚಾರಕ್ಕೆ ಬಂದು ಪ್ರವಾಹ ಪೀಡಿತರಿಗೆ ಬಂದು ಹೋಗಿದ್ದಾರೆ ಅಷ್ಟೇ. ಅದರೆ ಯಾವುದೇ ಜನ ಸಾಮಾನ್ಯರಿಗೆ ಸ್ಪಂದಿಸಬೇಕು. ನಿರಾಶ್ರಿತರಿಗೆ ಸ್ಪಂದಿಸಿ ಅಧಿಕಾರಿಗಳಿಗೆ ಕೂಡಲೇ ಪರಿಹಾರ ವಿತರಣೆಗೆ ಸೂಚನೆ ನೀಡಬೇಕು. ಮುಖ್ಯಮಂತ್ರಿ ಪರಿಹಾರ ನಿಧಿ, ಜಿಲ್ಲಾ ಉಸ್ತುವಾರಿ ಸಚಿವರ ನಿಧಿಯಿಂದ ಜನರ ಸಮಸ್ಯೆಗಳಿಗೆ ಸ್ಪಂದಿಸಬೇಕು, ಬೆಳೆ ಪರಿಹಾರ, ಬೆಳೆ ವಿಮೆ ಬಿಡುಗಡೆ, ರೈತರ ಸಾಲ ಮನ್ನಾ ಮಾಡಬೇಕು ಎಂದು ಸರ್ಕಾರಕ್ಕೆ ಒತ್ತಾಯಿಸಿದರು.: [192, 901, 342, 1085]
ajay-body-2: ಕ್ರಮವಹಿಸಲು ಗಮನ ನೀಡುವಂತೆ ಅಧಿಕಾರಿಗಳಿಗೆ ಸೂಚಿಸಿದರು. ಈ ಸಂದರ್ಭದಲ್ಲಿ ಕಾಂಗ್ರೆಸ್ ಪಕ್ಷದ ಹಿರಿಯ ಮುಖಂಡರು ಮತ್ತು ತಾಲೂಕು ಮಟ್ಟದ ಅಧಿಕಾರಿಗಳು ಹಾಗೂ ಸಮಸ್ತ ಗ್ರಾಮಸ್ಥರು ಉಪಸ್ಥಿತರಿದ್ದರು. ಗ್ರಾಮಸ್ಥರು ಶಾಸಕರ ಮುಂದೆ ಅಳಲು ತೋಡಿಕೊಂಡರು.: [192, 1421, 486, 1472]
bridge-subhead: ಸಮೀಕ್ಷೆ ಪರಿಶೀಲನೆ :: [500, 365, 568, 377]
ajay-photo: [192, 1272, 486, 1416]
article-separator: [498, 1040, 952, 1042]
masthead-part2: ವಾಣಿ: [486, 32, 531, 62]
header-divider: [72, 36, 75, 68]
page-number: 4: [40, 34, 61, 69]
dateline: ಪ್ರಮಥವಾಣಿ.ಕಾಂ: [36, 761, 93, 772]
dharmasthala-headline-1: ಧರ್ಮಸ್ಥಳ ಅಸಹಜ ಸಾವು ಪ್ರಕರಣ: [36, 85, 343, 118]
article-text: ಕಲಬುರಗಿ: ಜೇವರ್ಗಿ ತಾಲೂಕಿನ ಕಲ್ಲೂರ್, ಬಿರಾಳ ಬಿ, ಹೆಣ್ಣೂರ್ ಸೇರಿದಂತೆ ಸುತ್ತ ಮುತ್ತಲಿನ ಹಲವು ಪ್ರದೇಶದಲ್ಲಿ ಅತಿಯಾದ ಮಳೆ ಮತ್ತು ತೀವ್ರ ಪ್ರವಾಹದಿಂದಾಗಿ ಹಾನಿಗೊಳಗಾದ ರೈತರ ಬೆಳೆ ಹಾನಿಯಾಗಿರುವುದನ್ನು ಶಾಸಕ ಡಾ. ಅಜಯಸಿಂಗ್ ವೀಕ್ಷಿಸಿದರು. ಸಂಬಂಧಪಟ್ಟ ಅಧಿಕಾರಿಗಳಿಗೆ ರೈತರಿಗೆ ಸೂಕ್ತ ವ್ಯವಸ್ಥೆ ಕಲ್ಪಿಸಲು ಹಾನಿಗೊಳಗಾದ ಬೆಳೆಗಳ ಬಗ್ಗೆ ಸಮೀಕ್ಷೆ ಮಾಡಿ ಮಾಹಿತಿ ನೀಡಲು ಹಾಗೂ ಪರಿಹಾರದ ಬಗ್ಗೆ: [36, 1288, 186, 1406]
heggade-photo: [656, 1128, 950, 1226]
